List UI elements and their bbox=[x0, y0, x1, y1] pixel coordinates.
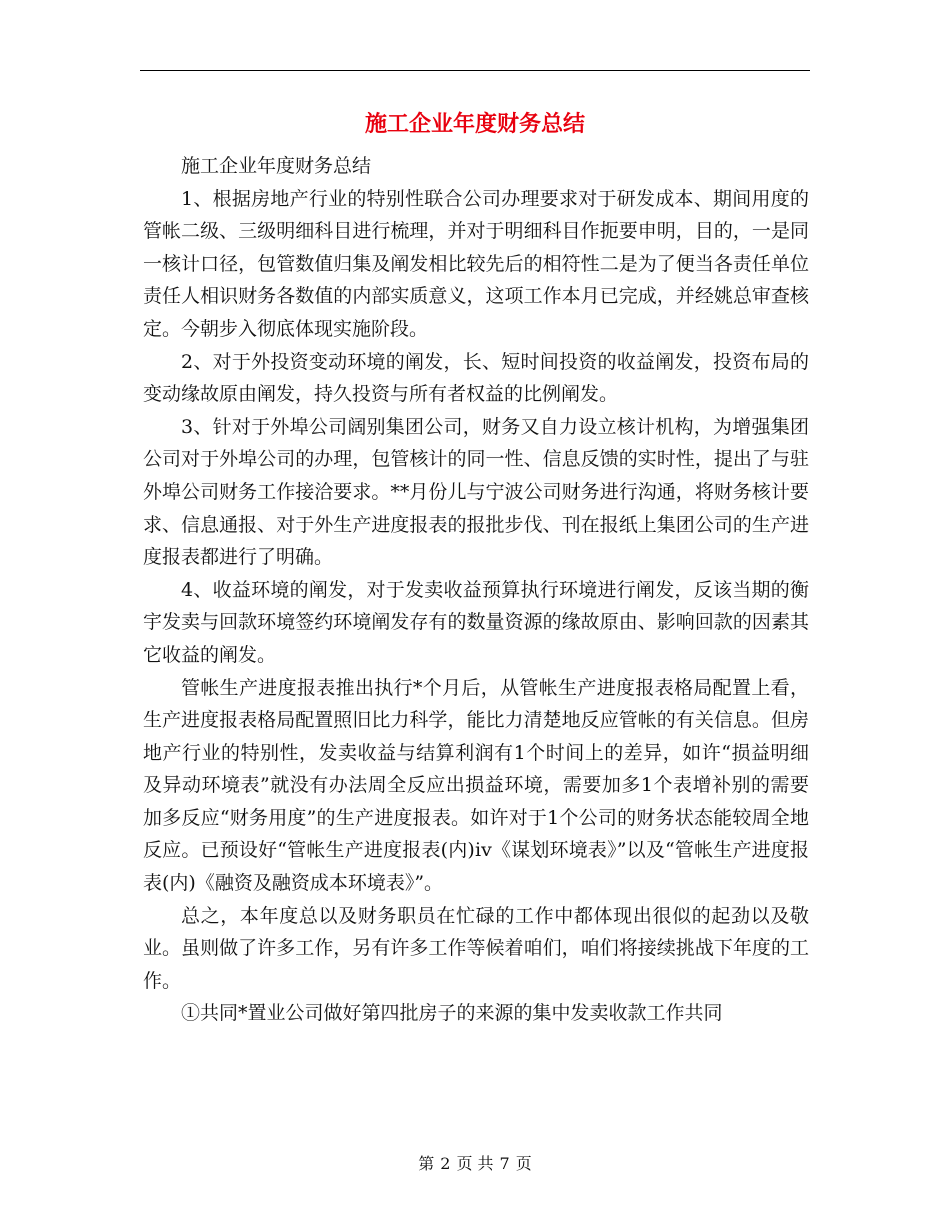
page-suffix: 页 bbox=[515, 1154, 532, 1173]
paragraph-5: 管帐生产进度报表推出执行*个月后，从管帐生产进度报表格局配置上看，生产进度报表格局配置照旧比力科学，能比力清楚地反应管帐的有关信息。但房地产行业的特别性，发卖收益与结算利润有1个时间上的差异，如许“损益明细及异动环境表”就没有办法周全反应出损益环境，需要加多1个表增补别的需要加多反应“财务用度”的生产进度报表。如许对于1个公司的财务状态能较周全地反应。已预设好“管帐生产进度报表(内)ⅳ《谋划环境表》”以及“管帐生产进度报表(内)《融资及融资成本环境表》”。 bbox=[143, 676, 809, 895]
header-rule bbox=[140, 70, 810, 71]
page-prefix: 第 bbox=[418, 1154, 435, 1173]
paragraph-4: 4、收益环境的阐发，对于发卖收益预算执行环境进行阐发，反该当期的衡宇发卖与回款环境签约环境阐发存有的数量资源的缘故原由、影响回款的因素其它收益的阐发。 bbox=[143, 578, 809, 666]
document-body bbox=[143, 150, 809, 1030]
paragraph-7: ①共同*置业公司做好第四批房子的来源的集中发卖收款工作共同 bbox=[181, 1002, 723, 1025]
paragraph-subtitle: 施工企业年度财务总结 bbox=[181, 155, 372, 177]
paragraph-2: 2、对于外投资变动环境的阐发，长、短时间投资的收益阐发，投资布局的变动缘故原由阐发，持久投资与所有者权益的比例阐发。 bbox=[143, 350, 809, 406]
total-pages: 7 bbox=[499, 1154, 510, 1173]
paragraph-6: 总之，本年度总以及财务职员在忙碌的工作中都体现出很似的起劲以及敬业。虽则做了许多工作，另有许多工作等候着咱们，咱们将接续挑战下年度的工作。 bbox=[143, 904, 809, 992]
page-number: 2 bbox=[440, 1154, 451, 1173]
page-footer bbox=[140, 1152, 810, 1176]
page-mid: 页 共 bbox=[456, 1154, 494, 1173]
document-title: 施工企业年度财务总结 bbox=[364, 111, 585, 137]
paragraph-1: 1、根据房地产行业的特别性联合公司办理要求对于研发成本、期间用度的管帐二级、三级明细科目进行梳理，并对于明细科目作扼要申明，目的，一是同一核计口径，包管数值归集及阐发相比较先后的相符性二是为了便当各责任单位责任人相识财务各数值的内部实质意义，这项工作本月已完成，并经姚总审查核定。今朝步入彻底体现实施阶段。 bbox=[143, 187, 809, 340]
paragraph-3: 3、针对于外埠公司阔别集团公司，财务又自力设立核计机构，为增强集团公司对于外埠公司的办理，包管核计的同一性、信息反馈的实时性，提出了与驻外埠公司财务工作接洽要求。**月份儿与宁波公司财务进行沟通，将财务核计要求、信息通报、对于外生产进度报表的报批步伐、刊在报纸上集团公司的生产进度报表都进行了明确。 bbox=[143, 415, 809, 569]
